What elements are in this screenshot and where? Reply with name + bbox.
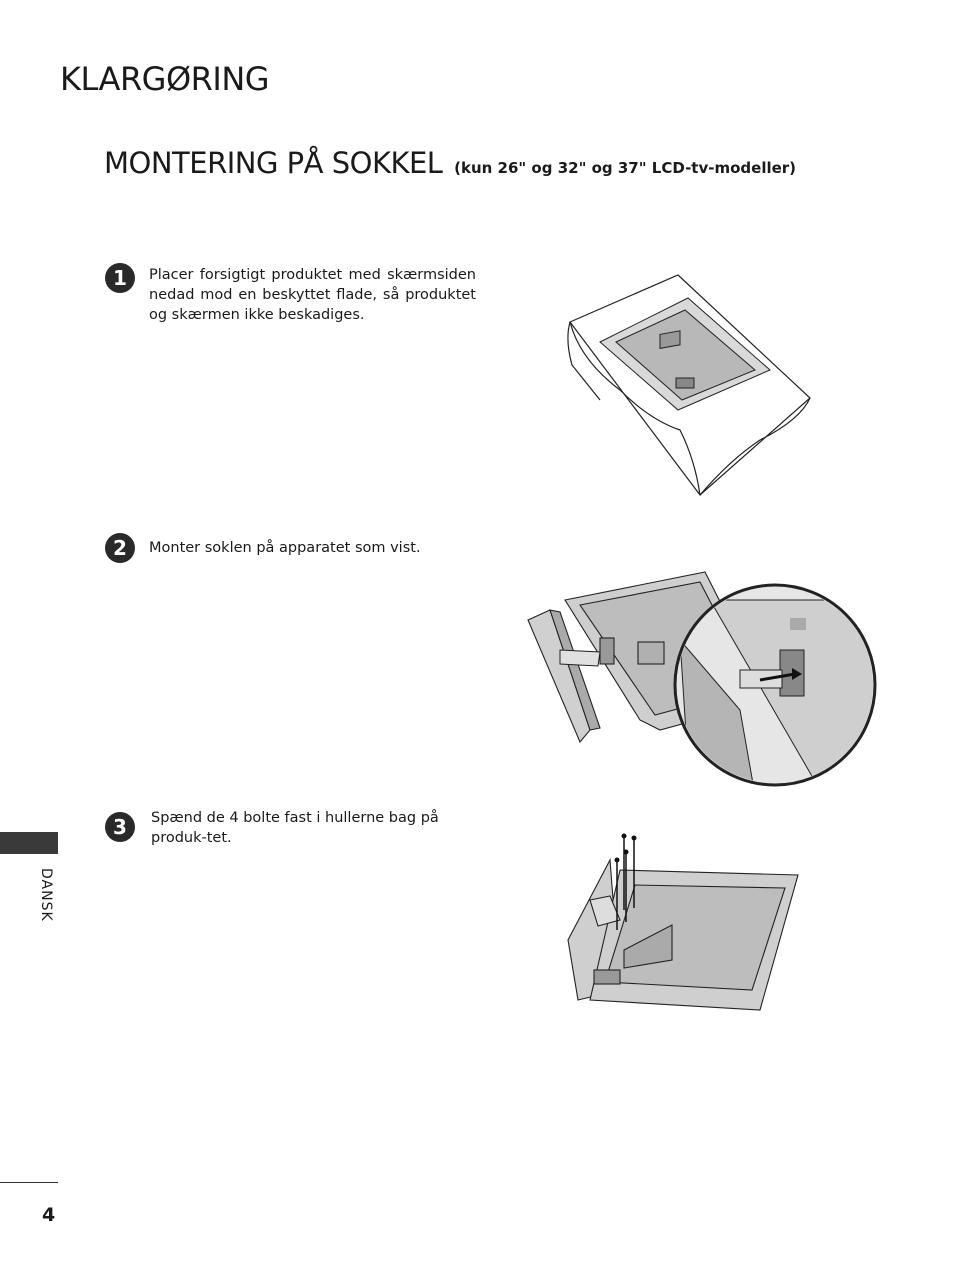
section-title [104, 146, 796, 180]
section-title-main: MONTERING PÅ SOKKEL [104, 146, 443, 180]
step-2-text: Monter soklen på apparatet som vist. [149, 540, 421, 556]
language-tab-marker [0, 832, 58, 854]
step-2-badge: 2 [105, 533, 135, 563]
section-title-subtitle: (kun 26" og 32" og 37" LCD-tv-modeller) [454, 159, 797, 177]
step-1-badge: 1 [105, 263, 135, 293]
illustration-attach-stand [520, 570, 880, 790]
step-3-badge: 3 [105, 812, 135, 842]
step-1-text: Placer forsigtigt produktet med skærmsiden nedad mod en beskyttet flade, så produktet og skærmen ikke beskadiges. [149, 267, 476, 323]
step-3-text: Spænd de 4 bolte fast i hullerne bag på produk-tet. [151, 810, 439, 846]
page-number: 4 [42, 1204, 56, 1226]
illustration-tv-face-down [560, 270, 820, 500]
page-number-rule [0, 1182, 58, 1183]
language-label: DANSK [38, 868, 54, 922]
page-header-title: KLARGØRING [60, 60, 270, 98]
illustration-tighten-bolts [560, 830, 805, 1020]
